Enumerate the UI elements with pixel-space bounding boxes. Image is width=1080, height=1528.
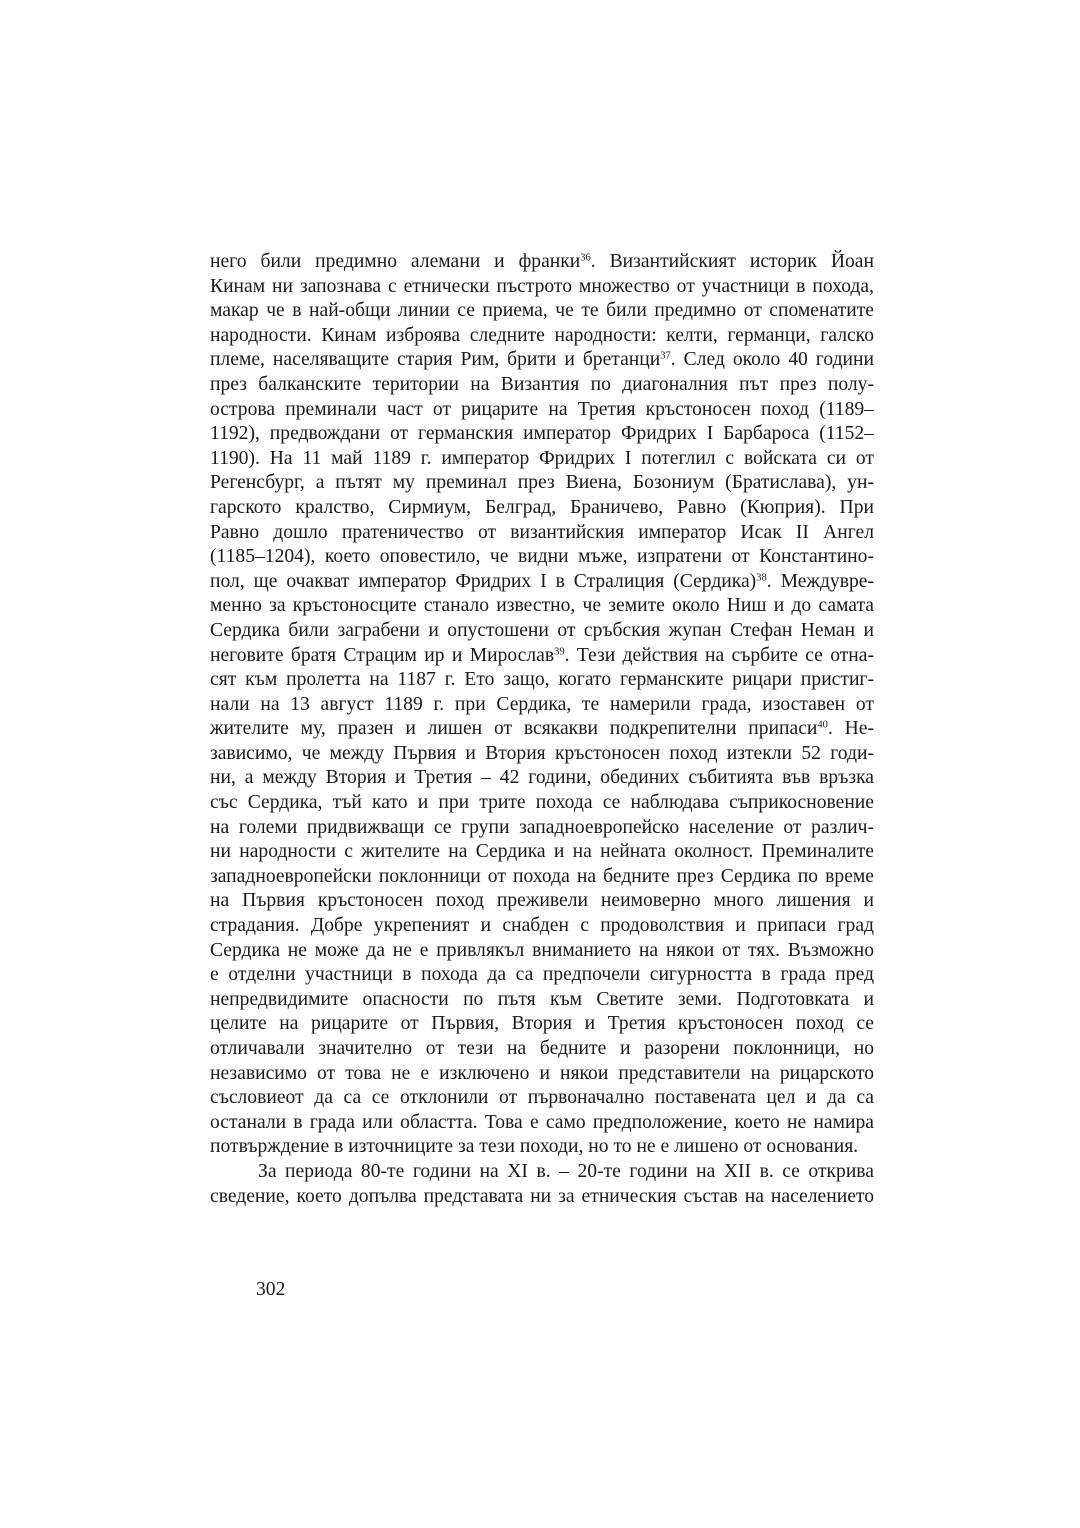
text-line: Сердика не може да не е привлякъл вниманието на някои от тях. Възможно bbox=[210, 939, 874, 961]
text-line: на Първия кръстоносен поход преживели неимоверно много лишения и bbox=[210, 890, 874, 912]
page-number: 302 bbox=[256, 1279, 286, 1300]
text-line: непредвидимите опасности по пътя към Светите земи. Подготовката и bbox=[210, 988, 874, 1010]
text-line: ни, а между Втория и Третия – 42 години, обединих събитията във връзка bbox=[210, 767, 874, 789]
body-text bbox=[210, 250, 874, 1209]
text-line: неговите братя Страцим ир и Мирослав$^{39}$. Тези действия на сърбите се отна- bbox=[210, 644, 874, 666]
text-line: менно за кръстоносците станало известно, че земите около Ниш и до самата bbox=[210, 595, 874, 617]
text-line: отличавали значително от тези на бедните и разорени поклонници, но bbox=[210, 1038, 874, 1059]
text-line: острова преминали част от рицарите на Третия кръстоносен поход (1189– bbox=[210, 398, 874, 420]
text-line: пол, ще очакват император Фридрих I в Стралиция (Сердика)$^{38}$. Междувре- bbox=[210, 570, 874, 592]
text-line: през балканските територии на Византия по диагоналния път през полу- bbox=[210, 373, 874, 395]
footnote-ref[interactable]: 40 bbox=[817, 719, 828, 731]
text-line: 1190). На 11 май 1189 г. император Фридрих I потеглил с войската си от bbox=[210, 447, 874, 469]
text-line: 1192), предвождани от германския император Фридрих I Барбароса (1152– bbox=[210, 423, 874, 445]
text-line: Кинам ни запознава с етнически пъстрото множество от участници в похода, bbox=[210, 275, 874, 297]
text-line: със Сердика, тъй като и при трите похода се наблюдава съприкосновение bbox=[210, 792, 874, 814]
text-line: на големи придвижващи се групи западноевропейско население от различ- bbox=[210, 816, 874, 838]
text-line: народности. Кинам изброява следните народности: келти, германци, галско bbox=[210, 324, 874, 346]
text-line: него били предимно алемани и франки$^{36}$. Византийският историк Йоан bbox=[210, 251, 874, 272]
text-line: Регенсбург, а пътят му преминал през Виена, Бозониум (Братислава), ун- bbox=[210, 472, 874, 494]
text-line: сведение, което допълва представата ни за етническия състав на населението bbox=[210, 1185, 874, 1207]
text-line: независимо от това не е изключено и някои представители на рицарското bbox=[210, 1062, 874, 1084]
text-line: зависимо, че между Първия и Втория кръстоносен поход изтекли 52 годи- bbox=[210, 742, 874, 764]
text-line: страдания. Добре укрепеният и снабден с продоволствия и припаси град bbox=[210, 915, 874, 937]
text-line: останали в града или областта. Това е само предположение, което не намира bbox=[210, 1111, 874, 1133]
text-line: потвърждение в източниците за тези походи, но то не е лишено от основания. bbox=[210, 1136, 859, 1158]
footnote-ref[interactable]: 38 bbox=[756, 572, 767, 584]
text-line: западноевропейски поклонници от похода на бедните през Сердика по време bbox=[210, 865, 874, 887]
text-line: сят към пролетта на 1187 г. Ето защо, когато германските рицари пристиг- bbox=[210, 669, 874, 691]
text-line: целите на рицарите от Първия, Втория и Третия кръстоносен поход се bbox=[210, 1013, 874, 1035]
text-line: племе, населяващите стария Рим, брити и бретанци$^{37}$. След около 40 години bbox=[210, 349, 874, 371]
text-line: Равно дошло пратеничество от византийския император Исак II Ангел bbox=[210, 521, 874, 543]
text-line: Сердика били заграбени и опустошени от сръбския жупан Стефан Неман и bbox=[210, 619, 874, 641]
text-line: съсловиеот да са се отклонили от първоначално поставената цел и да са bbox=[210, 1087, 874, 1109]
text-line: нали на 13 август 1189 г. при Сердика, те намерили града, изоставен от bbox=[210, 693, 874, 715]
footnote-ref[interactable]: 39 bbox=[554, 646, 565, 658]
text-line: (1185–1204), което оповестило, че видни мъже, изпратени от Константино- bbox=[210, 546, 874, 568]
text-line: ни народности с жителите на Сердика и на нейната околност. Преминалите bbox=[210, 841, 874, 863]
footnote-ref[interactable]: 37 bbox=[660, 351, 671, 363]
text-line: жителите му, празен и лишен от всякакви подкрепителни припаси$^{40}$. Не- bbox=[210, 718, 874, 740]
text-line: макар че в най-общи линии се приема, че те били предимно от споменатите bbox=[210, 300, 874, 322]
footnote-ref[interactable]: 36 bbox=[580, 252, 591, 264]
text-line: За периода 80-те години на XI в. – 20-те години на XII в. се открива bbox=[258, 1160, 874, 1182]
text-line: е отделни участници в похода да са предпочели сигурността в града пред bbox=[210, 964, 874, 986]
text-line: гарското кралство, Сирмиум, Белград, Браничево, Равно (Кюприя). При bbox=[210, 496, 874, 518]
